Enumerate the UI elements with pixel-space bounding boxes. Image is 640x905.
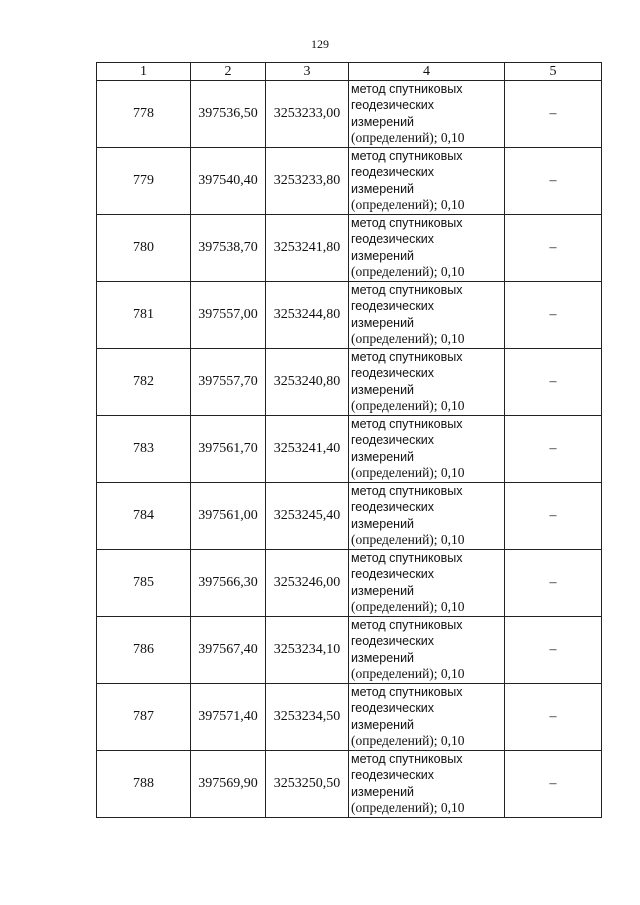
method-line: (определений); 0,10 [351, 733, 465, 749]
coord-x: 397561,70 [191, 416, 266, 483]
method-line: измерений [351, 516, 415, 531]
header-col-2: 2 [191, 63, 266, 81]
col5-value: – [505, 617, 602, 684]
method-line: измерений [351, 717, 415, 732]
method-line: (определений); 0,10 [351, 264, 465, 280]
method-cell [349, 81, 505, 148]
col5-value: – [505, 81, 602, 148]
coord-y: 3253241,80 [266, 215, 349, 282]
point-number: 778 [97, 81, 191, 148]
method-line: метод спутниковых [351, 417, 463, 431]
table-row [97, 148, 602, 215]
method-line: геодезических [351, 567, 435, 582]
table-row [97, 550, 602, 617]
coord-y: 3253233,00 [266, 81, 349, 148]
coord-y: 3253250,50 [266, 751, 349, 818]
col5-value: – [505, 148, 602, 215]
method-cell [349, 416, 505, 483]
method-line: геодезических [351, 768, 435, 783]
coord-y: 3253241,40 [266, 416, 349, 483]
point-number: 779 [97, 148, 191, 215]
coord-x: 397561,00 [191, 483, 266, 550]
method-line: геодезических [351, 634, 435, 649]
method-line: измерений [351, 382, 415, 397]
point-number: 784 [97, 483, 191, 550]
method-line: (определений); 0,10 [351, 331, 465, 347]
method-line: геодезических [351, 433, 435, 448]
col5-value: – [505, 684, 602, 751]
coord-x: 397536,50 [191, 81, 266, 148]
method-line: измерений [351, 449, 415, 464]
coord-y: 3253245,40 [266, 483, 349, 550]
method-line: метод спутниковых [351, 618, 463, 632]
method-line: (определений); 0,10 [351, 599, 465, 615]
col5-value: – [505, 349, 602, 416]
method-line: метод спутниковых [351, 283, 463, 297]
table-row [97, 215, 602, 282]
point-number: 781 [97, 282, 191, 349]
col5-value: – [505, 483, 602, 550]
point-number: 785 [97, 550, 191, 617]
point-number: 782 [97, 349, 191, 416]
coord-x: 397557,70 [191, 349, 266, 416]
method-line: геодезических [351, 232, 435, 247]
header-col-5: 5 [505, 63, 602, 81]
col5-value: – [505, 215, 602, 282]
coord-x: 397566,30 [191, 550, 266, 617]
method-cell [349, 215, 505, 282]
method-cell [349, 282, 505, 349]
method-line: (определений); 0,10 [351, 197, 465, 213]
coord-x: 397540,40 [191, 148, 266, 215]
method-line: метод спутниковых [351, 350, 463, 364]
method-line: измерений [351, 114, 415, 129]
method-line: (определений); 0,10 [351, 800, 465, 816]
method-line: геодезических [351, 500, 435, 515]
coord-y: 3253240,80 [266, 349, 349, 416]
point-number: 783 [97, 416, 191, 483]
method-line: измерений [351, 181, 415, 196]
coord-y: 3253233,80 [266, 148, 349, 215]
table-header [97, 63, 602, 81]
method-line: (определений); 0,10 [351, 398, 465, 414]
method-line: (определений); 0,10 [351, 532, 465, 548]
coord-x: 397538,70 [191, 215, 266, 282]
method-cell [349, 483, 505, 550]
method-line: измерений [351, 583, 415, 598]
table-row [97, 483, 602, 550]
coord-x: 397567,40 [191, 617, 266, 684]
table-row [97, 751, 602, 818]
method-line: метод спутниковых [351, 551, 463, 565]
method-line: измерений [351, 784, 415, 799]
method-cell [349, 550, 505, 617]
coordinates-table [96, 62, 602, 818]
point-number: 786 [97, 617, 191, 684]
header-col-3: 3 [266, 63, 349, 81]
method-line: метод спутниковых [351, 216, 463, 230]
header-row [97, 63, 602, 81]
method-line: геодезических [351, 701, 435, 716]
method-line: (определений); 0,10 [351, 465, 465, 481]
method-line: (определений); 0,10 [351, 130, 465, 146]
method-line: метод спутниковых [351, 685, 463, 699]
table-row [97, 349, 602, 416]
coord-y: 3253234,50 [266, 684, 349, 751]
header-col-1: 1 [97, 63, 191, 81]
table-row [97, 617, 602, 684]
method-line: геодезических [351, 165, 435, 180]
method-line: геодезических [351, 98, 435, 113]
method-line: метод спутниковых [351, 149, 463, 163]
method-line: геодезических [351, 366, 435, 381]
coord-y: 3253234,10 [266, 617, 349, 684]
header-col-4: 4 [349, 63, 505, 81]
method-line: геодезических [351, 299, 435, 314]
method-line: метод спутниковых [351, 484, 463, 498]
coord-x: 397557,00 [191, 282, 266, 349]
method-line: измерений [351, 650, 415, 665]
method-cell [349, 751, 505, 818]
table-row [97, 684, 602, 751]
table-body [97, 81, 602, 818]
method-line: метод спутниковых [351, 82, 463, 96]
col5-value: – [505, 751, 602, 818]
point-number: 787 [97, 684, 191, 751]
method-cell [349, 148, 505, 215]
page-number: 129 [311, 37, 329, 51]
col5-value: – [505, 282, 602, 349]
coord-x: 397571,40 [191, 684, 266, 751]
coord-y: 3253246,00 [266, 550, 349, 617]
col5-value: – [505, 550, 602, 617]
method-cell [349, 349, 505, 416]
point-number: 788 [97, 751, 191, 818]
col5-value: – [505, 416, 602, 483]
method-cell [349, 684, 505, 751]
coord-y: 3253244,80 [266, 282, 349, 349]
method-line: (определений); 0,10 [351, 666, 465, 682]
coord-x: 397569,90 [191, 751, 266, 818]
point-number: 780 [97, 215, 191, 282]
method-line: метод спутниковых [351, 752, 463, 766]
method-line: измерений [351, 248, 415, 263]
method-cell [349, 617, 505, 684]
table-row [97, 81, 602, 148]
method-line: измерений [351, 315, 415, 330]
table-row [97, 282, 602, 349]
table-row [97, 416, 602, 483]
